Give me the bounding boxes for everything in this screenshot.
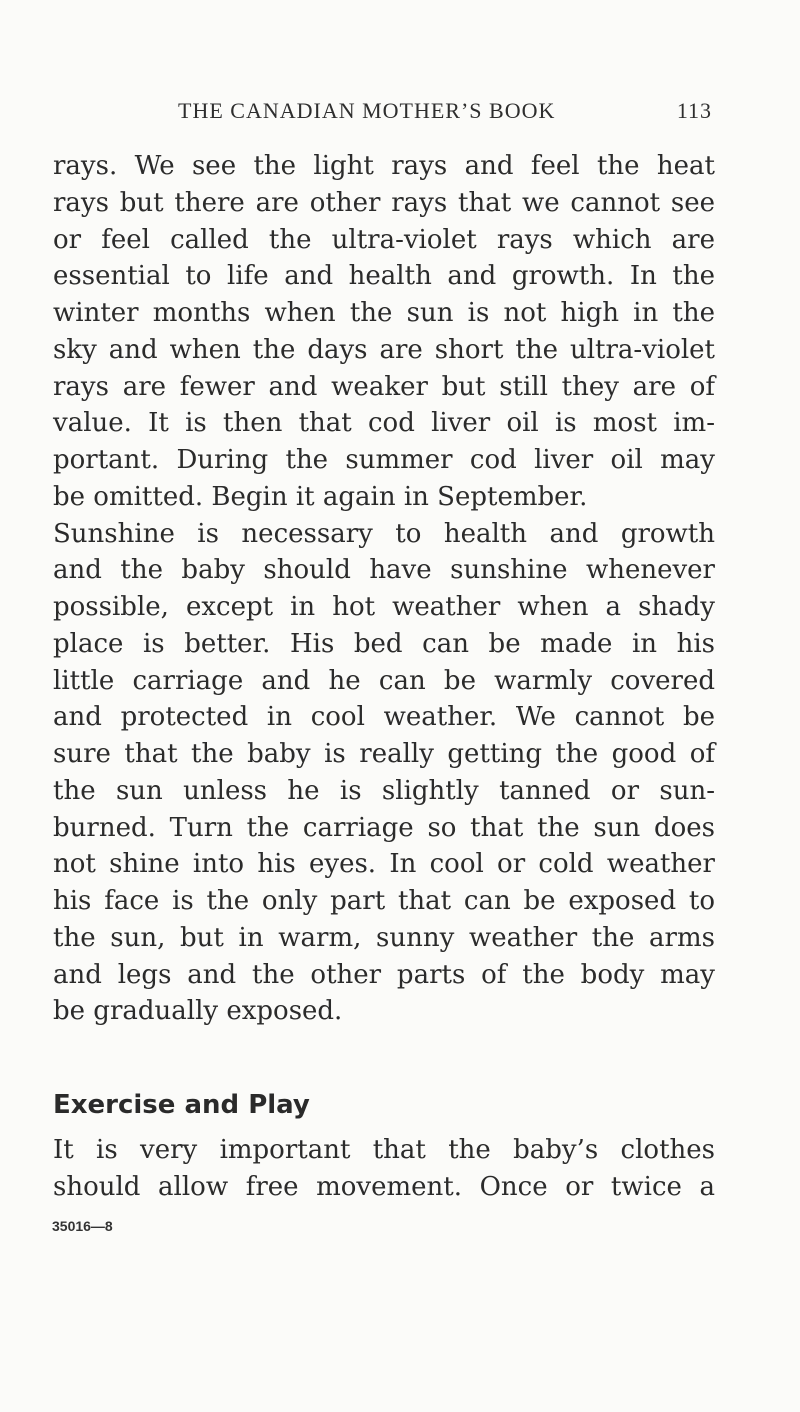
text-line: his face is the only part that can be exposed to	[53, 886, 715, 916]
text-line: value. It is then that cod liver oil is most im-	[53, 408, 715, 439]
text-line: It is very important that the baby’s clothes	[53, 1135, 715, 1165]
text-line: the sun unless he is slightly tanned or sun-	[53, 775, 715, 806]
text-line: sure that the baby is really getting the good of	[53, 739, 715, 769]
section-paragraph	[53, 1132, 715, 1206]
text-line: Sunshine is necessary to health and growth	[53, 518, 715, 549]
text-line: should allow free movement. Once or twice a	[53, 1171, 715, 1202]
text-line: winter months when the sun is not high in the	[53, 298, 715, 328]
printer-signature-mark: 35016—8	[52, 1218, 113, 1234]
text-line: portant. During the summer cod liver oil may	[53, 445, 715, 475]
text-line: and protected in cool weather. We cannot be	[53, 702, 715, 733]
text-line: little carriage and he can be warmly covered	[53, 665, 715, 696]
text-line: rays are fewer and weaker but still they are of	[53, 371, 715, 402]
text-line: not shine into his eyes. In cool or cold weather	[53, 849, 715, 880]
text-line: and legs and the other parts of the body may	[53, 959, 715, 990]
text-line: be omitted. Begin it again in September.	[53, 481, 588, 512]
section-heading: Exercise and Play	[53, 1090, 310, 1120]
text-line: possible, except in hot weather when a shady	[53, 592, 715, 622]
text-line: place is better. His bed can be made in his	[53, 628, 715, 659]
text-line: be gradually exposed.	[53, 996, 343, 1027]
text-line: sky and when the days are short the ultra-violet	[53, 334, 715, 365]
text-line: burned. Turn the carriage so that the sun does	[53, 812, 715, 843]
page-number: 113	[676, 98, 712, 123]
text-line: the sun, but in warm, sunny weather the arms	[53, 922, 715, 953]
running-title: THE CANADIAN MOTHER’S BOOK	[178, 98, 556, 123]
text-line: and the baby should have sunshine whenever	[53, 555, 715, 586]
running-head	[178, 98, 712, 128]
text-line: or feel called the ultra-violet rays which are	[53, 224, 715, 255]
text-line: essential to life and health and growth. In the	[53, 261, 715, 292]
body-paragraphs	[53, 148, 715, 1030]
text-line: rays but there are other rays that we cannot see	[53, 187, 715, 218]
text-line: rays. We see the light rays and feel the heat	[53, 151, 715, 181]
